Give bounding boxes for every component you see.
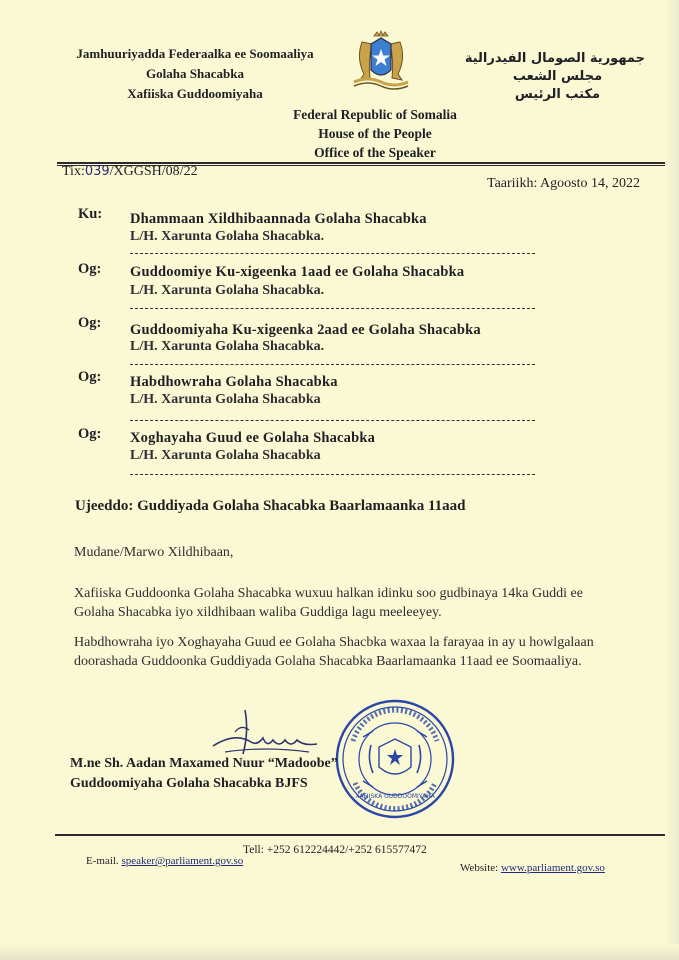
recipient-name: Dhammaan Xildhibaannada Golaha Shacabka	[130, 211, 427, 227]
recipient-name: Guddoomiye Ku-xigeenka 1aad ee Golaha Shacabka	[130, 264, 465, 280]
seal-bottom-text: XAFIISKA GUDDOOMIYAHA	[355, 793, 435, 800]
footer-website-label: Website:	[460, 862, 499, 874]
page-edge-shadow	[665, 0, 679, 960]
letterhead-somali-line: Jamhuuriyadda Federaalka ee Soomaaliya	[76, 46, 314, 61]
footer-email-link[interactable]: speaker@parliament.gov.so	[121, 855, 244, 867]
footer-email-label: E-mail.	[86, 855, 119, 867]
letterhead-somali-line: Golaha Shacabka	[146, 66, 244, 81]
letterhead-english-line: Federal Republic of Somalia	[293, 107, 457, 122]
reference-prefix: Tix:	[62, 164, 85, 179]
footer-rule	[55, 834, 665, 836]
footer-website	[460, 862, 605, 874]
footer-telephone: Tell: +252 612224442/+252 615577472	[243, 844, 427, 856]
recipient-name: Xoghayaha Guud ee Golaha Shacabka	[130, 430, 376, 446]
reference-number	[62, 164, 198, 180]
letterhead-somali-line: Xafiiska Guddoomiyaha	[127, 86, 263, 101]
letter-date: Taariikh: Agoosto 14, 2022	[487, 176, 641, 191]
page-bottom-shadow	[0, 944, 679, 960]
body-paragraph: Habdhowraha iyo Xoghayaha Guud ee Golaha Shacbka waxaa la farayaa in ay u howlgalaan doorashada Guddoonka Guddiyada Golaha Shacabka Baarlamaanka 11aad ee Soomaaliya.	[74, 635, 594, 669]
letterhead-arabic-line: مكتب الرئيس	[514, 87, 601, 102]
recipient-label: Ku:	[78, 206, 103, 222]
signatory-title: Guddoomiyaha Golaha Shacabka BJFS	[70, 776, 308, 791]
recipient-label: Og:	[78, 315, 102, 331]
letterhead-arabic	[464, 50, 645, 104]
coat-of-arms-icon	[348, 30, 414, 92]
recipient-location: L/H. Xarunta Golaha Shacabka	[130, 392, 321, 407]
recipient-label: Og:	[78, 426, 102, 442]
salutation: Mudane/Marwo Xildhibaan,	[74, 545, 234, 560]
recipient-label: Og:	[78, 261, 102, 277]
recipient-location: L/H. Xarunta Golaha Shacabka.	[130, 283, 325, 298]
letterhead-somali	[60, 44, 330, 104]
reference-handwritten-number: 039	[84, 164, 110, 179]
recipient-location: L/H. Xarunta Golaha Shacabka.	[130, 229, 325, 244]
recipient-location: L/H. Xarunta Golaha Shacabka.	[130, 339, 325, 354]
separator-dashed	[130, 420, 535, 421]
separator-dashed	[130, 308, 535, 309]
letterhead-english-line: House of the People	[318, 126, 432, 141]
footer-email	[86, 855, 243, 867]
handwritten-signature	[205, 702, 335, 762]
subject-line: Ujeeddo: Guddiyada Golaha Shacabka Baarlamaanka 11aad	[75, 498, 466, 514]
official-seal-stamp	[333, 697, 457, 821]
recipient-name: Habdhowraha Golaha Shacabka	[130, 374, 338, 390]
letterhead-arabic-line: مجلس الشعب	[512, 69, 603, 84]
recipient-name: Guddoomiyaha Ku-xigeenka 2aad ee Golaha Shacabka	[130, 322, 481, 338]
separator-dashed	[130, 364, 535, 365]
reference-suffix: /XGGSH/08/22	[109, 164, 198, 179]
recipient-location: L/H. Xarunta Golaha Shacabka	[130, 448, 321, 463]
footer-website-link[interactable]: www.parliament.gov.so	[500, 862, 605, 874]
signatory-name: M.ne Sh. Aadan Maxamed Nuur “Madoobe”	[70, 756, 338, 771]
separator-dashed	[130, 474, 535, 475]
letterhead-english	[270, 105, 480, 162]
body-paragraph: Xafiiska Guddoonka Golaha Shacabka wuxuu halkan idinku soo gudbinaya 14ka Guddi ee Golaha Shacabka iyo xildhibaan waliba Guddiga lagu meeleeyey.	[74, 586, 583, 620]
letterhead-arabic-line: جمهورية الصومال الفيدرالية	[464, 51, 645, 66]
recipient-label: Og:	[78, 369, 102, 385]
separator-dashed	[130, 253, 535, 254]
letterhead-english-line: Office of the Speaker	[314, 145, 436, 160]
